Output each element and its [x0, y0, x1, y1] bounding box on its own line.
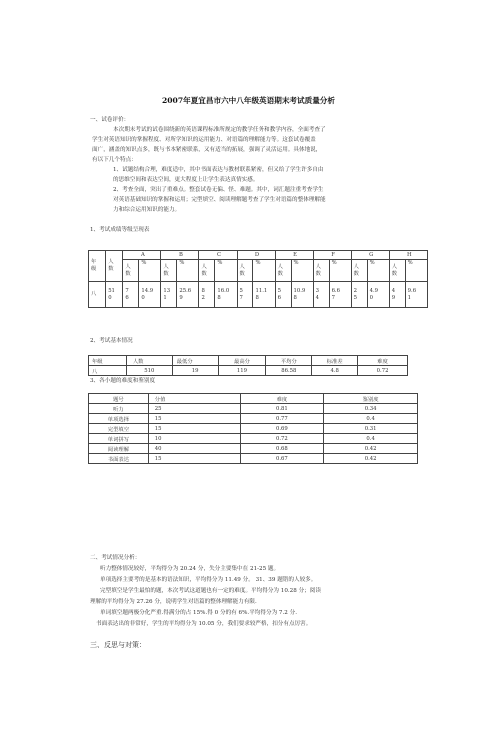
data-cell: 0.67: [240, 454, 324, 464]
table-row: [89, 414, 418, 424]
data-cell: 15: [148, 424, 240, 434]
table-row: [89, 444, 418, 454]
row-grade: 八: [89, 282, 106, 308]
percent-cell: 6.6 7: [329, 282, 351, 308]
header-cell: 最低分: [172, 356, 218, 366]
analysis-line: 书面表达出的非常好，学生的平均得分为 10.05 分，我们要求较严格，扣分有点厉害。: [96, 621, 312, 627]
paragraph-line: 学生对英语知识的掌握程度、对所学知识的运用能力、对语篇的理解能力等。这套试卷覆盖: [92, 137, 316, 143]
page-title: 2007年夏宜昌市六中八年级英语期末考试质量分析: [161, 96, 335, 105]
header-cell: 人数: [126, 356, 172, 366]
data-cell: 40: [148, 444, 240, 454]
data-cell: 25: [148, 404, 240, 414]
table3-caption: 3、各小题的难度和鉴别度: [90, 378, 156, 384]
analysis-line: 单项选择主要考的是基本的语法知识，平均得分为 11.49 分。 31、39 题错的人较多。: [100, 577, 317, 583]
percent-cell: 16.0 8: [215, 282, 237, 308]
feature-item-2: 对英语基础知识的掌握和运用；完型填空、阅读理解题考查了学生对语篇的整体理解能: [113, 197, 326, 203]
data-cell: 0.72: [240, 434, 324, 444]
data-cell: 0.34: [324, 404, 418, 414]
section1-heading: 一、试卷评价：: [90, 117, 130, 123]
basic-info-table: [88, 355, 408, 376]
analysis-line: 理解的平均得分为 27.26 分，说明学生对语篇的整体理解能力有限.: [90, 599, 257, 605]
data-cell: 15: [148, 454, 240, 464]
sub-header-percent: %: [329, 260, 351, 282]
data-cell: 书面表达: [89, 454, 149, 464]
data-cell: 4.8: [312, 366, 358, 376]
sub-header-people: 人 数: [161, 260, 177, 282]
data-cell: 0.72: [358, 366, 408, 376]
data-cell: 510: [126, 366, 172, 376]
data-cell: 15: [148, 414, 240, 424]
count-cell: 5 7: [237, 282, 253, 308]
data-cell: 听力: [89, 404, 149, 414]
sub-header-people: 人 数: [275, 260, 291, 282]
header-cell: 分值: [148, 394, 240, 404]
sub-header-percent: %: [291, 260, 313, 282]
table-row: [89, 434, 418, 444]
percent-cell: 14.9 0: [139, 282, 161, 308]
count-cell: 3 4: [313, 282, 329, 308]
analysis-line: 单词填空题两极分化严重.得满分的占 15%.得 0 分的有 6%.平均得分为 7.2 分.: [100, 610, 297, 616]
data-cell: 0.77: [240, 414, 324, 424]
count-cell: 7 6: [123, 282, 139, 308]
grade-distribution-table: [88, 250, 428, 308]
count-cell: 5 6: [275, 282, 291, 308]
feature-item-1: 的思维空间和表达空间，更大程度上让学生表达真情实感。: [113, 177, 259, 183]
data-cell: 86.58: [266, 366, 312, 376]
difficulty-table: [88, 393, 418, 464]
count-cell: 2 5: [351, 282, 367, 308]
feature-item-2: 力和综合运用知识的能力。: [113, 207, 181, 213]
data-cell: 10: [148, 434, 240, 444]
data-cell: 八: [89, 366, 127, 376]
grade-header: 年 级: [89, 251, 106, 282]
people-header: 人 数: [106, 251, 123, 282]
data-cell: 0.4: [324, 434, 418, 444]
count-cell: 13 1: [161, 282, 177, 308]
data-cell: 0.42: [324, 444, 418, 454]
data-cell: 0.81: [240, 404, 324, 414]
grade-level-header: G: [351, 251, 389, 260]
sub-header-percent: %: [177, 260, 199, 282]
data-cell: 19: [172, 366, 218, 376]
count-cell: 8 2: [199, 282, 215, 308]
count-cell: 4 9: [389, 282, 405, 308]
sub-header-percent: %: [215, 260, 237, 282]
grade-level-header: F: [313, 251, 351, 260]
header-cell: 标准差: [312, 356, 358, 366]
section2-heading: 二、考试情况分析：: [90, 555, 141, 561]
table-row: [89, 454, 418, 464]
feature-item-2: 2、考查全面，突出了重难点。整套试卷无偏、怪、难题。其中，词汇题注重考查学生: [113, 187, 324, 193]
data-cell: 0.69: [240, 424, 324, 434]
data-cell: 完型填空: [89, 424, 149, 434]
paragraph-line: 面广，涵盖的知识点多，既与书本紧密联系，又有适当的拓展，强调了灵活运用。具体地说，: [92, 147, 322, 153]
header-cell: 鉴别度: [324, 394, 418, 404]
header-cell: 年级: [89, 356, 127, 366]
percent-cell: 4.9 0: [367, 282, 389, 308]
data-cell: 0.42: [324, 454, 418, 464]
sub-header-percent: %: [405, 260, 427, 282]
sub-header-people: 人 数: [199, 260, 215, 282]
table-row: [89, 404, 418, 414]
sub-header-people: 人 数: [351, 260, 367, 282]
paragraph-line: 本次期末考试的试卷围绕新的英语课程标准所规定的教学任务和教学内容，全面考查了: [113, 127, 326, 133]
feature-item-1: 1、试题结构合理，难度适中，其中书面表达与教材联系紧密，但又给了学生许多自由: [113, 167, 324, 173]
percent-cell: 9.6 1: [405, 282, 427, 308]
grade-level-header: H: [389, 251, 427, 260]
grade-level-header: B: [161, 251, 199, 260]
sub-header-percent: %: [253, 260, 275, 282]
header-cell: 题号: [89, 394, 149, 404]
table-row: [89, 424, 418, 434]
data-cell: 单词拼写: [89, 434, 149, 444]
data-cell: 0.68: [240, 444, 324, 454]
section3-heading: 三、反思与对策：: [90, 641, 146, 649]
header-cell: 难度: [358, 356, 408, 366]
table1-caption: 1、考试成绩等级呈现表: [90, 227, 150, 233]
grade-level-header: A: [123, 251, 161, 260]
sub-header-people: 人 数: [313, 260, 329, 282]
analysis-line: 听力整体情况较好，平均得分为 20.24 分，失分主要集中在 21-25 题。: [100, 566, 280, 572]
percent-cell: 10.9 8: [291, 282, 313, 308]
percent-cell: 11.1 8: [253, 282, 275, 308]
data-cell: 119: [218, 366, 266, 376]
table2-caption: 2、考试基本情况: [90, 338, 133, 344]
grade-level-header: E: [275, 251, 313, 260]
sub-header-percent: %: [139, 260, 161, 282]
sub-header-people: 人 数: [389, 260, 405, 282]
data-cell: 0.4: [324, 414, 418, 424]
analysis-line: 完型填空是学生最怕的题，本次考试这道题也有一定的难度。平均得分为 10.28 分；阅读: [100, 588, 321, 594]
sub-header-percent: %: [367, 260, 389, 282]
grade-level-header: D: [237, 251, 275, 260]
data-cell: 0.31: [324, 424, 418, 434]
percent-cell: 25.6 9: [177, 282, 199, 308]
grade-level-header: C: [199, 251, 237, 260]
header-cell: 最高分: [218, 356, 266, 366]
data-cell: 阅读理解: [89, 444, 149, 454]
row-total: 51 0: [106, 282, 123, 308]
data-cell: 单项选择: [89, 414, 149, 424]
paragraph-line: 有以下几个特点：: [92, 157, 137, 163]
sub-header-people: 人 数: [123, 260, 139, 282]
header-cell: 平均分: [266, 356, 312, 366]
sub-header-people: 人 数: [237, 260, 253, 282]
header-cell: 难度: [240, 394, 324, 404]
